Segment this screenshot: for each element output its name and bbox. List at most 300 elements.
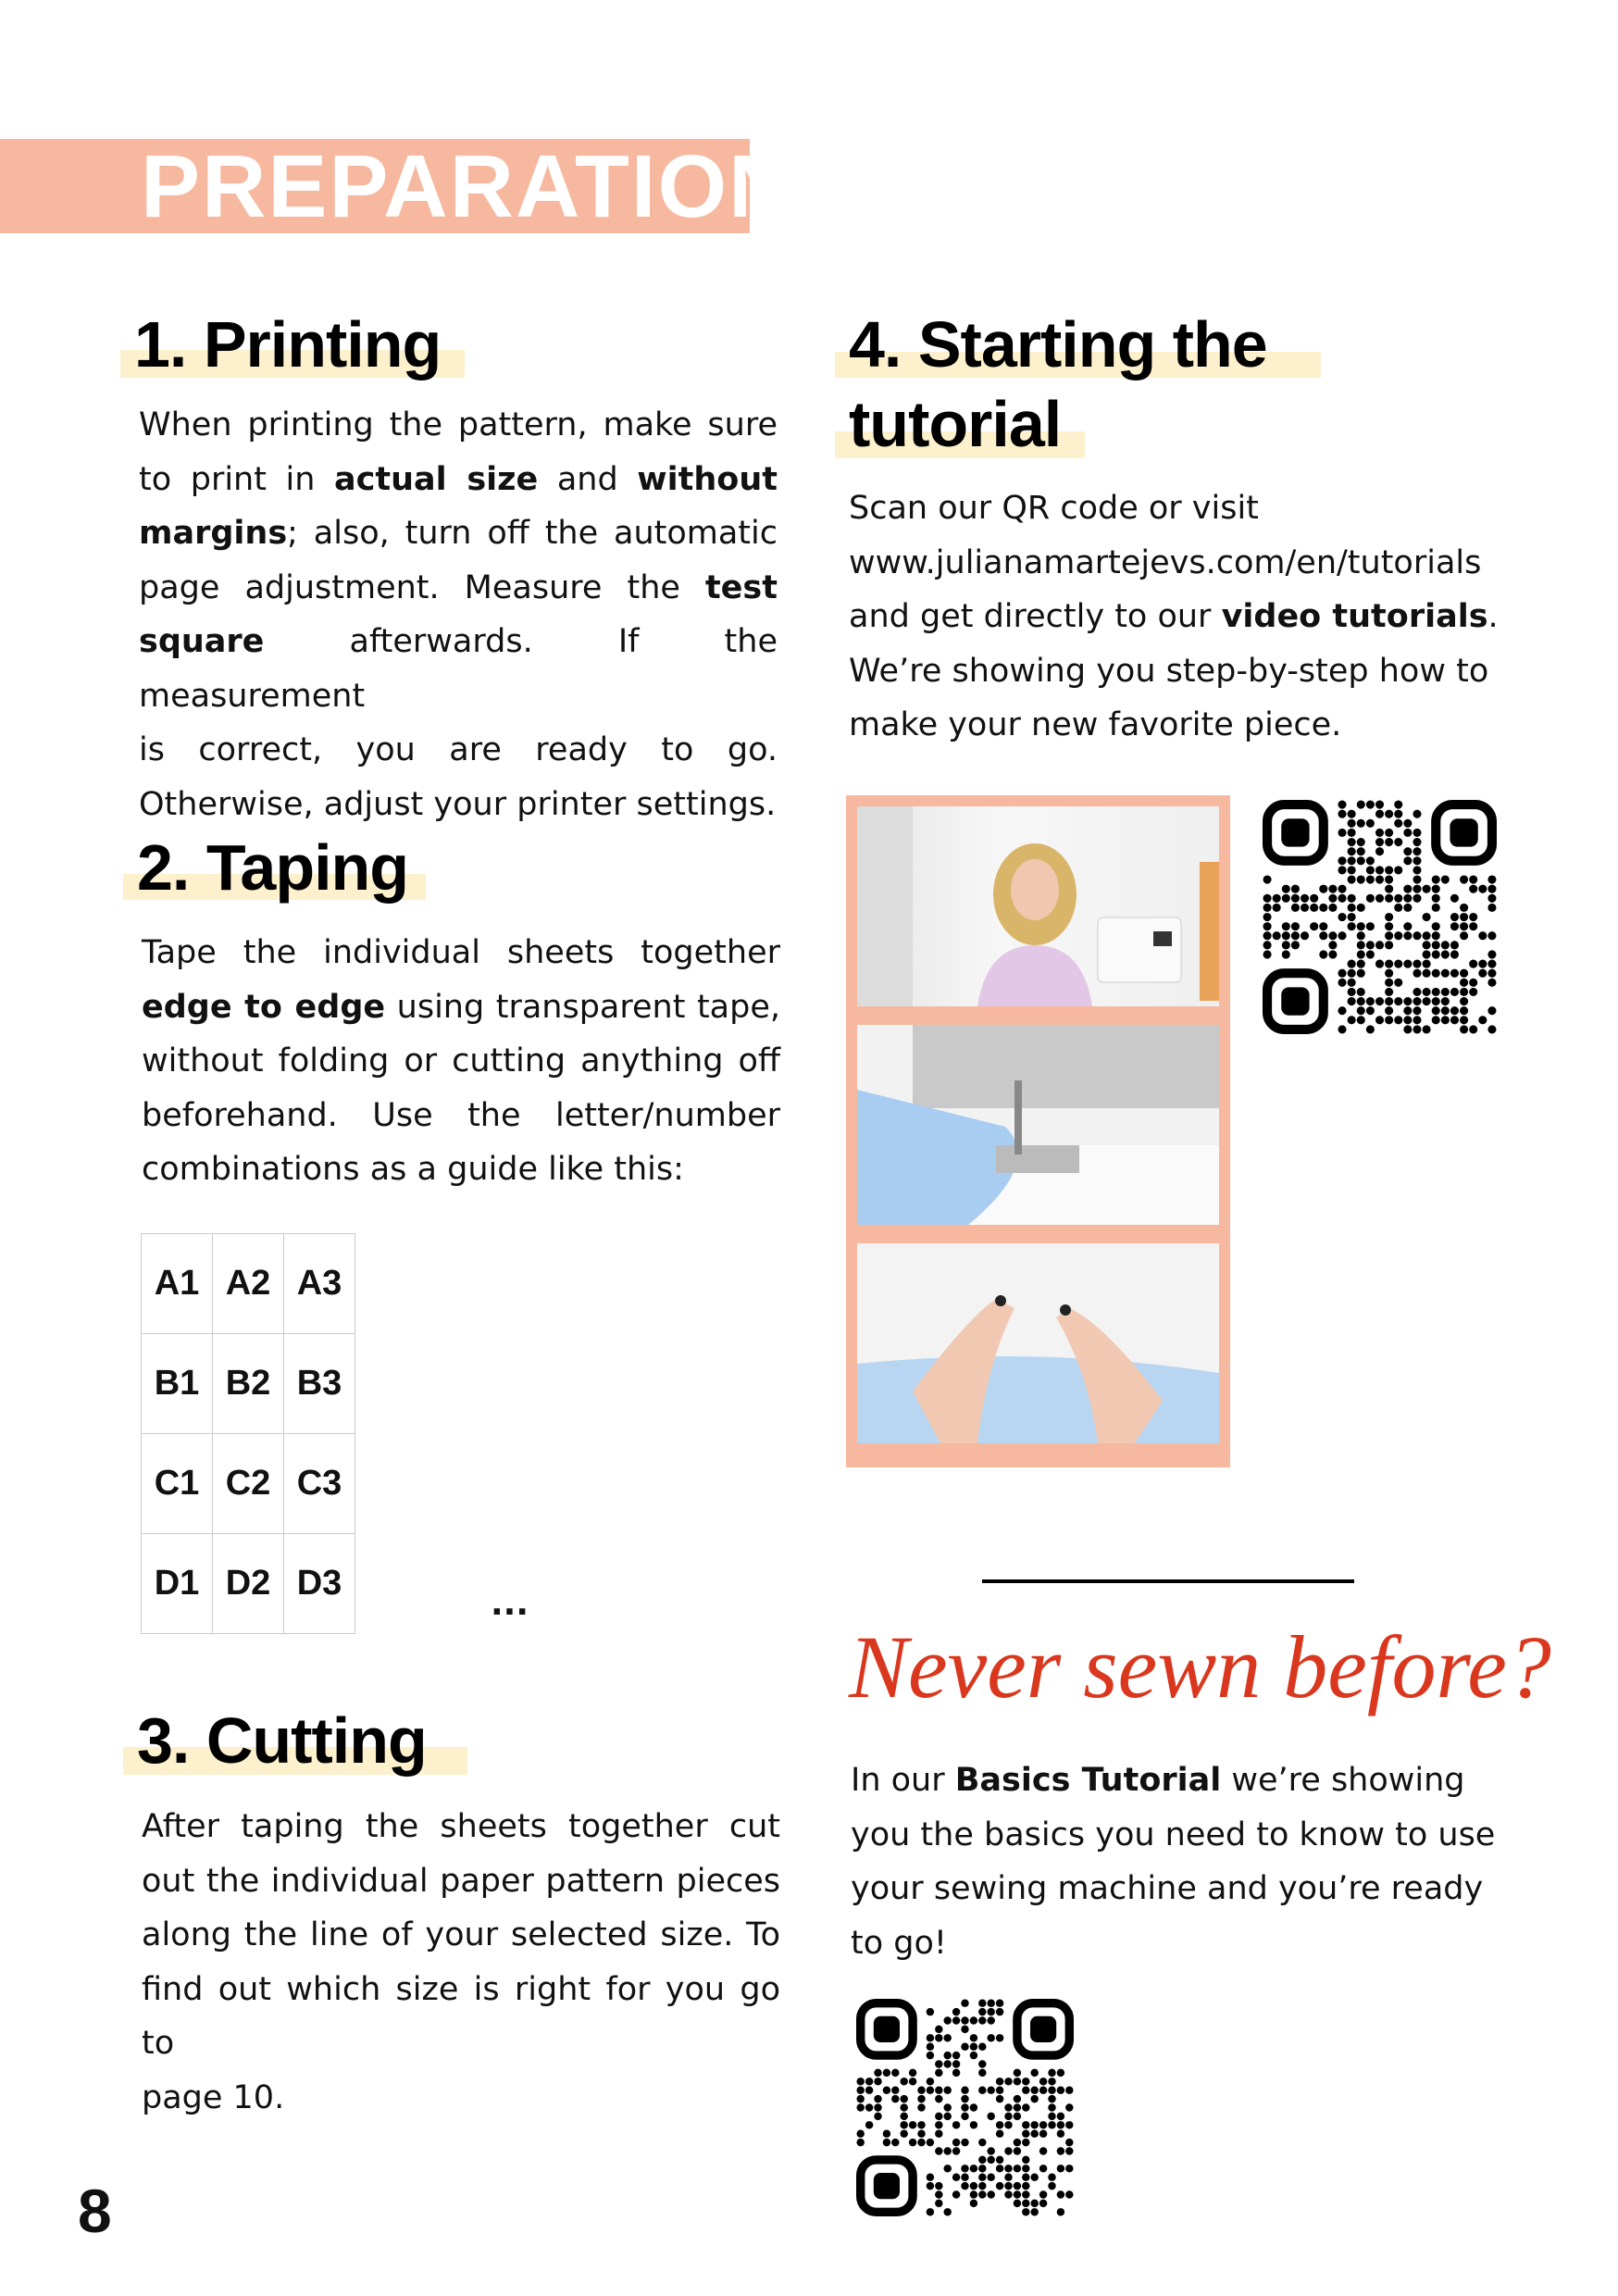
text-line bbox=[142, 1963, 780, 2071]
qr-module bbox=[1291, 904, 1300, 912]
section-banner bbox=[0, 137, 795, 236]
qr-module bbox=[1478, 931, 1487, 940]
qr-module bbox=[996, 2121, 1003, 2128]
text-line bbox=[142, 926, 780, 980]
text-run: without folding or cutting anything off bbox=[142, 1042, 780, 1079]
qr-module bbox=[917, 2086, 925, 2093]
qr-module bbox=[1263, 950, 1272, 958]
bold-text: test bbox=[704, 568, 778, 606]
qr-module bbox=[1366, 801, 1375, 809]
qr-module bbox=[1348, 904, 1356, 912]
qr-module bbox=[935, 2113, 942, 2120]
qr-module bbox=[1263, 941, 1272, 949]
text-line bbox=[142, 2071, 780, 2126]
qr-module bbox=[883, 2129, 890, 2137]
text-run: you the basics you need to know to use bbox=[851, 1816, 1496, 1853]
qr-module bbox=[1004, 2165, 1012, 2172]
qr-module bbox=[1441, 988, 1450, 996]
qr-module bbox=[1338, 969, 1346, 978]
qr-module bbox=[1057, 2129, 1064, 2137]
grid-row bbox=[142, 1334, 355, 1434]
qr-module bbox=[1039, 2078, 1047, 2085]
text-run: beforehand. Use the letter/number bbox=[142, 1096, 780, 1134]
qr-module bbox=[935, 2147, 942, 2154]
bold-text: margins bbox=[139, 515, 288, 552]
qr-module bbox=[1441, 1006, 1450, 1015]
qr-module bbox=[1423, 960, 1431, 968]
qr-module bbox=[1366, 856, 1375, 865]
qr-module bbox=[1357, 941, 1365, 949]
qr-module bbox=[856, 2078, 864, 2085]
qr-module bbox=[1039, 2165, 1047, 2172]
qr-module bbox=[1291, 885, 1300, 893]
qr-module bbox=[1004, 2121, 1012, 2128]
qr-module bbox=[1469, 979, 1477, 987]
qr-module bbox=[935, 2086, 942, 2093]
qr-module bbox=[1030, 2173, 1038, 2180]
qr-module bbox=[1413, 875, 1421, 883]
qr-module bbox=[1291, 931, 1300, 940]
text-run: along the line of your selected size. To bbox=[142, 1916, 780, 1953]
qr-module bbox=[891, 2095, 899, 2103]
qr-module bbox=[927, 2052, 934, 2059]
qr-module bbox=[1432, 1016, 1440, 1024]
qr-module bbox=[1487, 931, 1496, 940]
qr-module bbox=[1394, 866, 1402, 874]
qr-module bbox=[952, 2173, 960, 2180]
qr-module bbox=[1282, 894, 1290, 903]
qr-module bbox=[1348, 969, 1356, 978]
qr-module bbox=[1065, 2139, 1073, 2146]
qr-module bbox=[1394, 1016, 1402, 1024]
text-run: and get directly to our bbox=[849, 598, 1222, 635]
qr-module bbox=[1014, 2113, 1021, 2120]
qr-module bbox=[1413, 894, 1421, 903]
qr-module bbox=[1394, 931, 1402, 940]
text-run: ; also, turn off the automatic bbox=[287, 515, 778, 552]
text-line bbox=[851, 1808, 1495, 1863]
qr-module bbox=[1423, 988, 1431, 996]
qr-module bbox=[865, 2086, 873, 2093]
qr-module bbox=[935, 2026, 942, 2033]
qr-module bbox=[1057, 2165, 1064, 2172]
qr-module bbox=[1338, 979, 1346, 987]
qr-module bbox=[1301, 894, 1309, 903]
qr-module bbox=[943, 2034, 951, 2041]
qr-module bbox=[1385, 1016, 1393, 1024]
qr-module bbox=[987, 2173, 994, 2180]
qr-module bbox=[1366, 1006, 1375, 1015]
qr-module bbox=[1291, 941, 1300, 949]
qr-module bbox=[1357, 969, 1365, 978]
qr-module bbox=[874, 2113, 881, 2120]
qr-module bbox=[952, 2147, 960, 2154]
divider-line bbox=[982, 1579, 1354, 1583]
qr-module bbox=[935, 2190, 942, 2198]
qr-module bbox=[909, 2078, 916, 2085]
qr-code-basics[interactable] bbox=[856, 1999, 1074, 2216]
qr-finder-center bbox=[874, 2173, 900, 2199]
qr-module bbox=[909, 2069, 916, 2077]
sheet-grid bbox=[141, 1233, 355, 1634]
qr-module bbox=[1065, 2165, 1073, 2172]
qr-module bbox=[1450, 969, 1459, 978]
qr-module bbox=[1348, 960, 1356, 968]
qr-module bbox=[1065, 2103, 1073, 2111]
qr-module bbox=[1487, 969, 1496, 978]
qr-module bbox=[917, 2095, 925, 2103]
qr-module bbox=[978, 2190, 986, 2198]
text-run: After taping the sheets together cut bbox=[142, 1808, 780, 1845]
qr-module bbox=[1403, 885, 1412, 893]
text-line bbox=[142, 1142, 780, 1197]
qr-module bbox=[1385, 875, 1393, 883]
text-line bbox=[142, 1908, 780, 1963]
qr-module bbox=[1048, 2069, 1055, 2077]
grid-row bbox=[142, 1234, 355, 1334]
qr-module bbox=[1357, 801, 1365, 809]
qr-module bbox=[1004, 2078, 1012, 2085]
qr-module bbox=[1048, 2182, 1055, 2190]
qr-module bbox=[1460, 969, 1468, 978]
qr-module bbox=[865, 2103, 873, 2111]
qr-module bbox=[952, 2069, 960, 2077]
text-run: make your new favorite piece. bbox=[849, 706, 1342, 743]
qr-module bbox=[927, 2034, 934, 2041]
qr-module bbox=[1366, 894, 1375, 903]
qr-module bbox=[987, 2113, 994, 2120]
text-run: When printing the pattern, make sure bbox=[139, 406, 778, 443]
qr-module bbox=[1004, 2173, 1012, 2180]
qr-module bbox=[1385, 894, 1393, 903]
text-line bbox=[142, 1854, 780, 1909]
qr-module bbox=[1338, 913, 1346, 921]
qr-module bbox=[1487, 960, 1496, 968]
qr-module bbox=[1469, 960, 1477, 968]
qr-module bbox=[1273, 894, 1281, 903]
qr-module bbox=[1469, 1025, 1477, 1033]
video-thumbnail-sewing-machine bbox=[857, 1025, 1219, 1225]
qr-module bbox=[856, 2095, 864, 2103]
qr-module bbox=[1403, 819, 1412, 828]
qr-module bbox=[1065, 2147, 1073, 2154]
qr-module bbox=[1469, 885, 1477, 893]
text-run: find out which size is right for you go to bbox=[142, 1970, 780, 2062]
qr-finder-center bbox=[1030, 2016, 1056, 2042]
qr-module bbox=[1385, 979, 1393, 987]
heading-tutorial-line1: 4. Starting the bbox=[849, 308, 1267, 381]
text-run: your sewing machine and you’re ready bbox=[851, 1870, 1484, 1907]
qr-module bbox=[1385, 866, 1393, 874]
text-line bbox=[849, 698, 1499, 753]
qr-module bbox=[1022, 2173, 1029, 2180]
qr-finder-center bbox=[1281, 987, 1309, 1015]
text-line bbox=[849, 481, 1499, 536]
qr-module bbox=[1348, 922, 1356, 930]
tutorial-text bbox=[849, 481, 1499, 753]
qr-module bbox=[883, 2086, 890, 2093]
grid-row bbox=[142, 1434, 355, 1534]
qr-module bbox=[856, 2103, 864, 2111]
qr-module bbox=[1487, 904, 1496, 912]
qr-module bbox=[1348, 856, 1356, 865]
qr-module bbox=[1460, 875, 1468, 883]
qr-module bbox=[1338, 829, 1346, 837]
qr-module bbox=[1022, 2200, 1029, 2207]
qr-module bbox=[961, 2095, 968, 2103]
text-run: page 10. bbox=[142, 2078, 285, 2116]
qr-module bbox=[935, 2129, 942, 2137]
qr-module bbox=[1048, 2173, 1055, 2180]
qr-module bbox=[996, 2008, 1003, 2015]
qr-module bbox=[1450, 1016, 1459, 1024]
qr-module bbox=[1423, 969, 1431, 978]
qr-module bbox=[952, 2008, 960, 2015]
qr-module bbox=[927, 2139, 934, 2146]
qr-module bbox=[1460, 913, 1468, 921]
qr-module bbox=[1394, 838, 1402, 846]
qr-module bbox=[1030, 2129, 1038, 2137]
qr-module bbox=[935, 2200, 942, 2207]
qr-module bbox=[978, 2086, 986, 2093]
qr-module bbox=[1030, 2069, 1038, 2077]
qr-module bbox=[1385, 838, 1393, 846]
qr-module bbox=[1348, 1016, 1356, 1024]
qr-module bbox=[1338, 1025, 1346, 1033]
qr-module bbox=[970, 2034, 977, 2041]
qr-module bbox=[943, 2103, 951, 2111]
qr-module bbox=[935, 2121, 942, 2128]
qr-module bbox=[1328, 941, 1337, 949]
qr-module bbox=[1282, 922, 1290, 930]
qr-module bbox=[1048, 2103, 1055, 2111]
qr-module bbox=[1048, 2078, 1055, 2085]
qr-module bbox=[970, 2121, 977, 2128]
text-line bbox=[851, 1862, 1495, 1916]
qr-module bbox=[1423, 931, 1431, 940]
qr-module bbox=[927, 2078, 934, 2085]
qr-module bbox=[943, 2147, 951, 2154]
qr-module bbox=[1413, 969, 1421, 978]
text-run: to go! bbox=[851, 1924, 947, 1962]
qr-module bbox=[1413, 997, 1421, 1005]
grid-cell: A1 bbox=[142, 1234, 213, 1334]
qr-module bbox=[1450, 988, 1459, 996]
qr-module bbox=[1328, 894, 1337, 903]
qr-module bbox=[1004, 2103, 1012, 2111]
qr-module bbox=[1357, 838, 1365, 846]
qr-module bbox=[1441, 950, 1450, 958]
qr-module bbox=[1338, 931, 1346, 940]
qr-module bbox=[952, 2121, 960, 2128]
qr-module bbox=[935, 2095, 942, 2103]
qr-module bbox=[865, 2078, 873, 2085]
qr-module bbox=[970, 2016, 977, 2024]
qr-module bbox=[1394, 960, 1402, 968]
qr-module bbox=[1348, 875, 1356, 883]
qr-module bbox=[1375, 960, 1384, 968]
qr-module bbox=[917, 2121, 925, 2128]
qr-module bbox=[1039, 2121, 1047, 2128]
text-run: . bbox=[1487, 598, 1499, 635]
qr-module bbox=[917, 2129, 925, 2137]
qr-module bbox=[1375, 810, 1384, 818]
qr-module bbox=[1328, 950, 1337, 958]
qr-module bbox=[1413, 1025, 1421, 1033]
qr-finder-center bbox=[874, 2016, 900, 2042]
qr-module bbox=[970, 2200, 977, 2207]
qr-module bbox=[1022, 2129, 1029, 2137]
page-number: 8 bbox=[78, 2177, 112, 2245]
qr-module bbox=[961, 2165, 968, 2172]
qr-module bbox=[1413, 866, 1421, 874]
qr-module bbox=[1460, 988, 1468, 996]
qr-module bbox=[1357, 875, 1365, 883]
qr-module bbox=[961, 2103, 968, 2111]
qr-module bbox=[1301, 904, 1309, 912]
qr-module bbox=[1273, 904, 1281, 912]
taping-text bbox=[142, 926, 780, 1197]
qr-module bbox=[1014, 2139, 1021, 2146]
qr-module bbox=[1403, 931, 1412, 940]
qr-module bbox=[1030, 2095, 1038, 2103]
qr-module bbox=[917, 2139, 925, 2146]
qr-module bbox=[1014, 2103, 1021, 2111]
qr-module bbox=[1014, 2147, 1021, 2154]
qr-module bbox=[1432, 885, 1440, 893]
qr-module bbox=[900, 2095, 907, 2103]
qr-module bbox=[1065, 2190, 1073, 2198]
qr-module bbox=[1263, 931, 1272, 940]
heading-taping: 2. Taping bbox=[137, 831, 409, 904]
qr-module bbox=[1291, 922, 1300, 930]
qr-module bbox=[961, 2026, 968, 2033]
qr-module bbox=[917, 2103, 925, 2111]
qr-module bbox=[996, 2034, 1003, 2041]
qr-module bbox=[1328, 931, 1337, 940]
qr-module bbox=[856, 2139, 864, 2146]
qr-module bbox=[1338, 1006, 1346, 1015]
qr-module bbox=[1357, 904, 1365, 912]
qr-module bbox=[1423, 1025, 1431, 1033]
video-preview-frame bbox=[846, 795, 1230, 1467]
qr-module bbox=[978, 1999, 986, 2006]
qr-module bbox=[970, 2190, 977, 2198]
bold-text: video tutorials bbox=[1221, 598, 1488, 635]
qr-module bbox=[987, 2086, 994, 2093]
qr-module bbox=[996, 2078, 1003, 2085]
qr-module bbox=[1403, 960, 1412, 968]
qr-module bbox=[952, 2190, 960, 2198]
qr-module bbox=[1413, 988, 1421, 996]
qr-module bbox=[1478, 960, 1487, 968]
grid-cell: B1 bbox=[142, 1334, 213, 1434]
qr-module bbox=[883, 2139, 890, 2146]
qr-module bbox=[883, 2069, 890, 2077]
qr-module bbox=[874, 2103, 881, 2111]
qr-module bbox=[1014, 2182, 1021, 2190]
qr-module bbox=[1432, 922, 1440, 930]
qr-module bbox=[1385, 997, 1393, 1005]
qr-module bbox=[952, 2016, 960, 2024]
qr-module bbox=[996, 2156, 1003, 2164]
qr-module bbox=[1460, 1025, 1468, 1033]
qr-module bbox=[1385, 969, 1393, 978]
qr-module bbox=[1403, 1025, 1412, 1033]
qr-code-tutorials[interactable] bbox=[1263, 800, 1497, 1034]
qr-module bbox=[1048, 2086, 1055, 2093]
qr-module bbox=[1375, 997, 1384, 1005]
qr-module bbox=[987, 2016, 994, 2024]
bold-text: square bbox=[139, 623, 265, 660]
qr-module bbox=[1282, 885, 1290, 893]
qr-module bbox=[865, 2121, 873, 2128]
qr-module bbox=[1022, 2156, 1029, 2164]
text-run: afterwards. If the measurement bbox=[139, 623, 778, 715]
qr-module bbox=[1366, 922, 1375, 930]
qr-module bbox=[1048, 2113, 1055, 2120]
qr-module bbox=[1357, 1016, 1365, 1024]
qr-module bbox=[1450, 941, 1459, 949]
qr-module bbox=[1413, 810, 1421, 818]
qr-module bbox=[1403, 894, 1412, 903]
qr-module bbox=[1478, 1016, 1487, 1024]
qr-module bbox=[1039, 2147, 1047, 2154]
qr-module bbox=[1310, 904, 1318, 912]
qr-module bbox=[927, 2008, 934, 2015]
qr-module bbox=[1375, 801, 1384, 809]
grid-cell: A2 bbox=[213, 1234, 284, 1334]
qr-module bbox=[1432, 904, 1440, 912]
text-run: and bbox=[538, 460, 638, 498]
qr-module bbox=[1385, 810, 1393, 818]
qr-module bbox=[978, 2182, 986, 2190]
qr-module bbox=[1375, 847, 1384, 855]
qr-module bbox=[1432, 969, 1440, 978]
qr-module bbox=[1432, 894, 1440, 903]
qr-module bbox=[996, 2165, 1003, 2172]
qr-module bbox=[900, 2121, 907, 2128]
qr-module bbox=[909, 2139, 916, 2146]
qr-module bbox=[1057, 2147, 1064, 2154]
qr-module bbox=[1375, 894, 1384, 903]
qr-module bbox=[1413, 829, 1421, 837]
qr-module bbox=[909, 2121, 916, 2128]
script-title: Never sewn before? bbox=[849, 1617, 1551, 1716]
qr-module bbox=[1348, 829, 1356, 837]
text-line bbox=[139, 398, 778, 453]
qr-module bbox=[952, 2139, 960, 2146]
qr-module bbox=[1014, 2069, 1021, 2077]
qr-module bbox=[1039, 2129, 1047, 2137]
qr-module bbox=[1441, 875, 1450, 883]
qr-module bbox=[1460, 931, 1468, 940]
qr-module bbox=[1338, 810, 1346, 818]
text-line bbox=[142, 980, 780, 1035]
bold-text: actual size bbox=[334, 460, 539, 498]
grid-cell: D3 bbox=[284, 1534, 355, 1634]
qr-module bbox=[1357, 922, 1365, 930]
qr-module bbox=[952, 2060, 960, 2067]
qr-module bbox=[1385, 1006, 1393, 1015]
text-line bbox=[851, 1753, 1495, 1808]
qr-module bbox=[891, 2069, 899, 2077]
qr-module bbox=[1450, 922, 1459, 930]
qr-module bbox=[1030, 2121, 1038, 2128]
qr-module bbox=[1310, 894, 1318, 903]
qr-module bbox=[1338, 885, 1346, 893]
qr-module bbox=[1282, 931, 1290, 940]
